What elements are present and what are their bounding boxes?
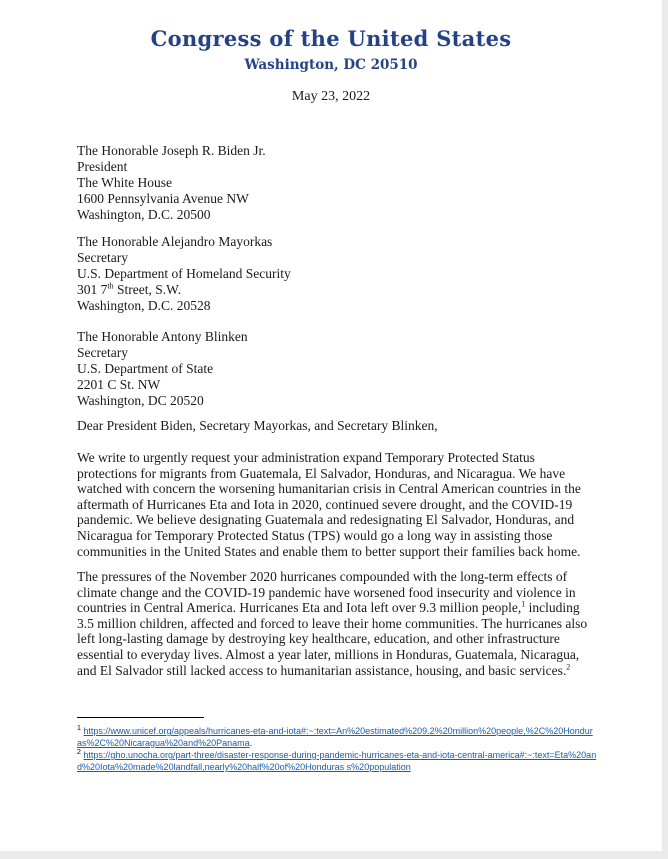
address-line: 1600 Pennsylvania Avenue NW [77, 191, 249, 206]
footnotes [77, 725, 597, 773]
address-line-street: 301 7th Street, S.W. [77, 281, 181, 297]
address-line: Secretary [77, 250, 128, 265]
page-shadow-bottom [0, 851, 668, 859]
address-line: Secretary [77, 345, 128, 360]
salutation: Dear President Biden, Secretary Mayorkas, and Secretary Blinken, [77, 418, 438, 433]
footnote-2: $^2$ https://gho.unocha.org/part-three/disaster-response-during-pandemic-hurricanes-eta-and-iota-central-america#:~:text=Eta%20and%20Iota%20made%20landfall,nearly%20half%20of%20Honduras s%20population [77, 749, 597, 772]
address-line: The Honorable Antony Blinken [77, 329, 248, 344]
address-line: 2201 C St. NW [77, 377, 161, 392]
footnote-link-2[interactable]: https://gho.unocha.org/part-three/disaster-response-during-pandemic-hurricanes-eta-and-iota-central-america#:~:text=Eta%20and%20Iota%20made%20landfall,nearly%20half%20of%20Honduras s%20population [77, 750, 597, 772]
page-shadow-right [662, 0, 668, 859]
address-line: Washington, D.C. 20500 [77, 207, 211, 222]
address-line: The Honorable Alejandro Mayorkas [77, 234, 273, 249]
address-line: Washington, DC 20520 [77, 393, 204, 408]
address-line: The White House [77, 175, 172, 190]
letter-date: May 23, 2022 [291, 89, 371, 104]
address-line: The Honorable Joseph R. Biden Jr. [77, 143, 266, 158]
letterhead-subtitle: Washington, DC 20510 [244, 57, 418, 73]
address-line: U.S. Department of Homeland Security [77, 266, 291, 281]
body-paragraph-2: The pressures of the November 2020 hurricanes compounded with the long-term effects of climate change and the COVID-19 pandemic have worsened food insecurity and violence in countries in Central America. Hurricanes Eta and Iota left over 9.3 million people,$^1$ including 3.5 million children, affected and forced to leave their home communities. The hurricanes also left long-lasting damage by destroying key healthcare, education, and other infrastructure essential to everyday lives. Almost a year later, millions in Honduras, Guatemala, Nicaragua, and El Salvador still lacked access to humanitarian assistance, housing, and basic services.$^2$ [77, 569, 588, 678]
address-line: President [77, 159, 128, 174]
footnote-ref-2[interactable]: 2 [566, 662, 571, 672]
recipient-address-biden [77, 143, 266, 223]
address-line: Washington, D.C. 20528 [77, 298, 211, 313]
body-paragraph-1: We write to urgently request your administration expand Temporary Protected Status protections for migrants from Guatemala, El Salvador, Honduras, and Nicaragua. We have watched with concern the worsening humanitarian crisis in Central American countries in the aftermath of Hurricanes Eta and Iota in 2020, continued severe drought, and the COVID-19 pandemic. We believe designating Guatemala and redesignating El Salvador, Honduras, and Nicaragua for Temporary Protected Status (TPS) would go a long way in assisting those communities in the United States and enable them to better support their families back home. [77, 450, 581, 559]
recipient-address-mayorkas [77, 234, 291, 314]
footnote-1: $^1$ https://www.unicef.org/appeals/hurricanes-eta-and-iota#:~:text=An%20estimated%209.2%20million%20people,%2C%20Honduras%2C%20Nicaragua%20and%20Panama. [77, 725, 593, 748]
footnote-ref-1[interactable]: 1 [521, 599, 526, 609]
letterhead-title: Congress of the United States [150, 26, 512, 51]
footnote-link-1[interactable]: https://www.unicef.org/appeals/hurricanes-eta-and-iota#:~:text=An%20estimated%209.2%20million%20people,%2C%20Honduras%2C%20Nicaragua%20and%20Panama [77, 726, 593, 748]
recipient-address-blinken [77, 329, 248, 409]
footnote-divider [77, 717, 204, 718]
address-line: U.S. Department of State [77, 361, 214, 376]
